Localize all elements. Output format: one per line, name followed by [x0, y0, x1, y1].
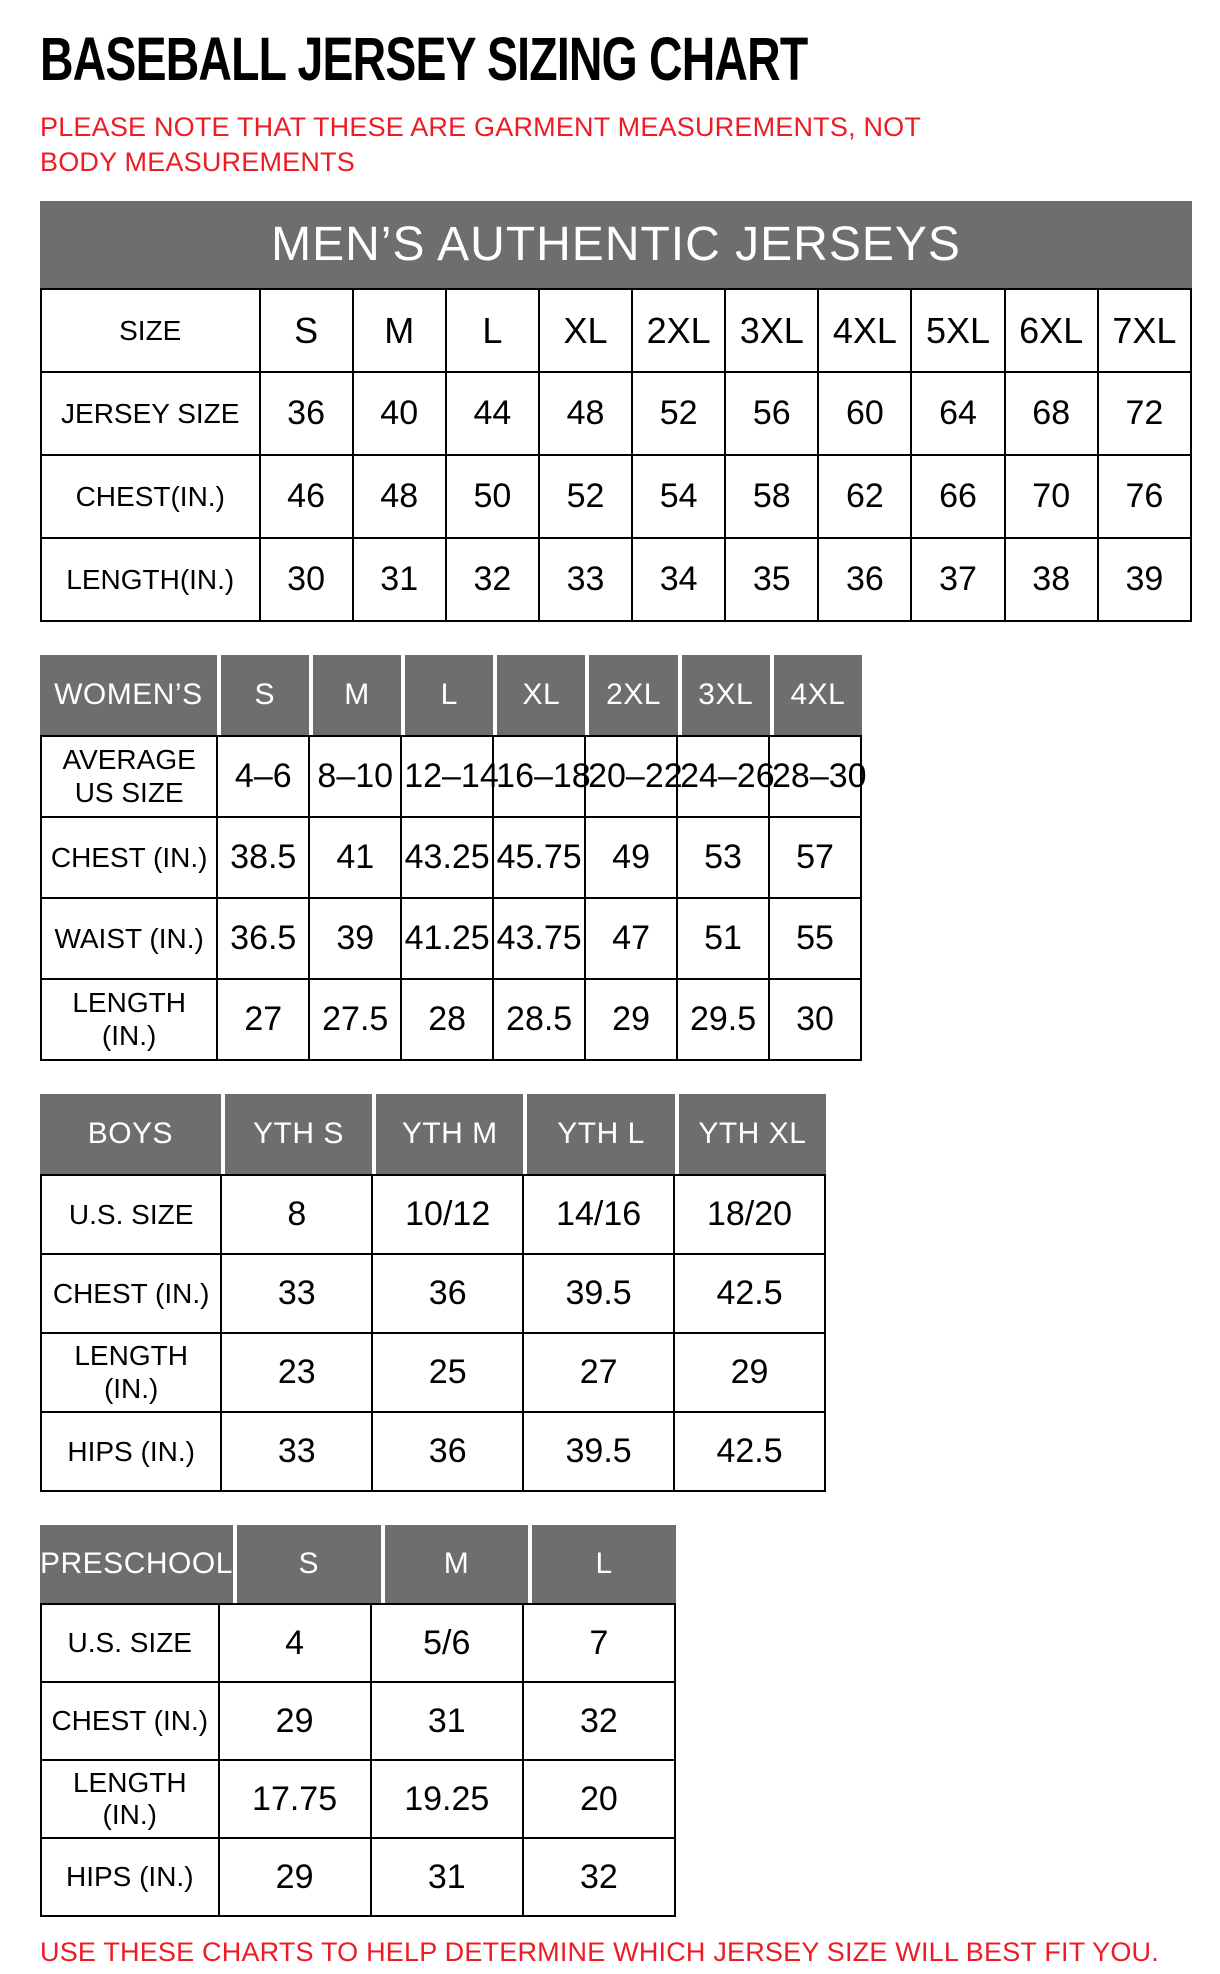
data-cell: 40 [353, 372, 446, 455]
data-cell: 39.5 [523, 1412, 674, 1491]
table-row [41, 538, 1191, 621]
data-cell: 31 [371, 1838, 523, 1916]
row-label-cell: LENGTH (IN.) [41, 979, 217, 1060]
data-cell: 32 [446, 538, 539, 621]
table-row [41, 1760, 675, 1838]
page-title [40, 26, 1220, 92]
header-cell: 2XL [585, 655, 677, 735]
data-cell: 52 [539, 455, 632, 538]
data-cell: 72 [1098, 372, 1191, 455]
row-label-cell: LENGTH(IN.) [41, 538, 260, 621]
data-cell: 54 [632, 455, 725, 538]
data-cell: 52 [632, 372, 725, 455]
data-cell: 12–14 [401, 736, 493, 817]
table-body [40, 288, 1192, 622]
data-cell: 4 [219, 1604, 371, 1682]
data-cell: S [260, 289, 353, 372]
data-cell: 49 [585, 817, 677, 898]
data-cell: 6XL [1005, 289, 1098, 372]
data-cell: 43.75 [493, 898, 585, 979]
data-cell: 62 [818, 455, 911, 538]
row-label-cell: JERSEY SIZE [41, 372, 260, 455]
table-title: MEN’S AUTHENTIC JERSEYS [40, 201, 1192, 288]
data-cell: 27 [523, 1333, 674, 1412]
data-cell: 76 [1098, 455, 1191, 538]
table-row [41, 289, 1191, 372]
table-body [40, 735, 867, 1061]
boys-table [40, 1094, 826, 1492]
table-row [41, 898, 861, 979]
row-label-cell: AVERAGE US SIZE [41, 736, 217, 817]
data-cell: 20–22 [585, 736, 677, 817]
data-cell: 27 [217, 979, 309, 1060]
data-cell: 28–30 [769, 736, 861, 817]
page-title-text: BASEBALL JERSEY SIZING CHART [40, 25, 808, 94]
data-cell: 37 [911, 538, 1004, 621]
table-body [40, 1603, 676, 1917]
data-cell: 30 [260, 538, 353, 621]
table-row [41, 1412, 825, 1491]
data-cell: 8 [221, 1175, 372, 1254]
data-cell: 31 [353, 538, 446, 621]
data-cell: 44 [446, 372, 539, 455]
table-row [41, 1682, 675, 1760]
data-cell: 25 [372, 1333, 523, 1412]
header-cell: XL [493, 655, 585, 735]
data-cell: 8–10 [309, 736, 401, 817]
data-cell: 41 [309, 817, 401, 898]
header-cell: 3XL [678, 655, 770, 735]
data-cell: 50 [446, 455, 539, 538]
data-cell: 46 [260, 455, 353, 538]
data-cell: 34 [632, 538, 725, 621]
data-cell: 39 [1098, 538, 1191, 621]
data-cell: 51 [677, 898, 769, 979]
data-cell: 36 [372, 1412, 523, 1491]
header-label-cell: PRESCHOOL [40, 1525, 233, 1603]
table-row [41, 1175, 825, 1254]
data-cell: 33 [221, 1254, 372, 1333]
data-cell: 30 [769, 979, 861, 1060]
table-row [41, 1254, 825, 1333]
data-cell: 33 [221, 1412, 372, 1491]
row-label-cell: HIPS (IN.) [41, 1412, 221, 1491]
data-cell: 47 [585, 898, 677, 979]
header-cell: S [217, 655, 309, 735]
data-cell: 20 [523, 1760, 675, 1838]
header-cell: M [309, 655, 401, 735]
data-cell: 36 [818, 538, 911, 621]
header-label-cell: WOMEN’S [40, 655, 217, 735]
data-cell: 36 [260, 372, 353, 455]
data-cell: 38 [1005, 538, 1098, 621]
table-header-row [40, 1094, 826, 1174]
data-cell: 29 [674, 1333, 825, 1412]
preschool-table [40, 1525, 676, 1917]
mens-authentic-jerseys-table [40, 201, 1192, 622]
garment-measurement-note: PLEASE NOTE THAT THESE ARE GARMENT MEASUREMENTS, NOT BODY MEASUREMENTS [40, 112, 921, 177]
data-cell: 53 [677, 817, 769, 898]
data-cell: L [446, 289, 539, 372]
row-label-cell: LENGTH (IN.) [41, 1760, 219, 1838]
row-label-cell: U.S. SIZE [41, 1175, 221, 1254]
data-cell: 27.5 [309, 979, 401, 1060]
data-cell: 29 [585, 979, 677, 1060]
data-cell: 70 [1005, 455, 1098, 538]
row-label-cell: U.S. SIZE [41, 1604, 219, 1682]
row-label-cell: CHEST (IN.) [41, 1254, 221, 1333]
data-cell: 57 [769, 817, 861, 898]
data-cell: 7XL [1098, 289, 1191, 372]
row-label-cell: CHEST (IN.) [41, 1682, 219, 1760]
data-cell: 23 [221, 1333, 372, 1412]
table-row [41, 1604, 675, 1682]
table-body [40, 1174, 826, 1492]
data-cell: 29 [219, 1682, 371, 1760]
data-cell: 36.5 [217, 898, 309, 979]
data-cell: 7 [523, 1604, 675, 1682]
data-cell: 35 [725, 538, 818, 621]
row-label-cell: LENGTH (IN.) [41, 1333, 221, 1412]
data-cell: 32 [523, 1838, 675, 1916]
data-cell: 24–26 [677, 736, 769, 817]
data-cell: 42.5 [674, 1254, 825, 1333]
data-cell: 42.5 [674, 1412, 825, 1491]
data-cell: 60 [818, 372, 911, 455]
data-cell: 31 [371, 1682, 523, 1760]
data-cell: 2XL [632, 289, 725, 372]
womens-table [40, 655, 867, 1061]
row-label-cell: HIPS (IN.) [41, 1838, 219, 1916]
data-cell: 58 [725, 455, 818, 538]
data-cell: 48 [539, 372, 632, 455]
header-cell: M [381, 1525, 529, 1603]
data-cell: 43.25 [401, 817, 493, 898]
data-cell: 28 [401, 979, 493, 1060]
data-cell: 14/16 [523, 1175, 674, 1254]
data-cell: 28.5 [493, 979, 585, 1060]
header-cell: YTH M [372, 1094, 523, 1174]
data-cell: XL [539, 289, 632, 372]
table-row [41, 372, 1191, 455]
row-label-cell: WAIST (IN.) [41, 898, 217, 979]
data-cell: 5/6 [371, 1604, 523, 1682]
table-row [41, 817, 861, 898]
header-cell: YTH L [523, 1094, 674, 1174]
data-cell: 5XL [911, 289, 1004, 372]
data-cell: 32 [523, 1682, 675, 1760]
table-row [41, 979, 861, 1060]
data-cell: 48 [353, 455, 446, 538]
header-cell: 4XL [770, 655, 862, 735]
data-cell: 39 [309, 898, 401, 979]
row-label-cell: CHEST (IN.) [41, 817, 217, 898]
data-cell: 55 [769, 898, 861, 979]
data-cell: 68 [1005, 372, 1098, 455]
data-cell: 29 [219, 1838, 371, 1916]
data-cell: 10/12 [372, 1175, 523, 1254]
data-cell: 64 [911, 372, 1004, 455]
table-row [41, 736, 861, 817]
data-cell: 18/20 [674, 1175, 825, 1254]
footer-text: USE THESE CHARTS TO HELP DETERMINE WHICH JERSEY SIZE WILL BEST FIT YOU. [40, 1937, 1159, 1968]
data-cell: 4XL [818, 289, 911, 372]
table-header-row [40, 655, 862, 735]
data-cell: 45.75 [493, 817, 585, 898]
row-label-cell: SIZE [41, 289, 260, 372]
data-cell: 3XL [725, 289, 818, 372]
data-cell: 41.25 [401, 898, 493, 979]
header-cell: YTH S [221, 1094, 372, 1174]
data-cell: 56 [725, 372, 818, 455]
data-cell: 19.25 [371, 1760, 523, 1838]
header-cell: L [401, 655, 493, 735]
header-cell: L [528, 1525, 676, 1603]
data-cell: 39.5 [523, 1254, 674, 1333]
header-label-cell: BOYS [40, 1094, 221, 1174]
data-cell: 4–6 [217, 736, 309, 817]
data-cell: 66 [911, 455, 1004, 538]
table-row [41, 1333, 825, 1412]
data-cell: 29.5 [677, 979, 769, 1060]
data-cell: 38.5 [217, 817, 309, 898]
table-row [41, 455, 1191, 538]
data-cell: 33 [539, 538, 632, 621]
data-cell: 36 [372, 1254, 523, 1333]
data-cell: 16–18 [493, 736, 585, 817]
data-cell: M [353, 289, 446, 372]
header-cell: S [233, 1525, 381, 1603]
data-cell: 17.75 [219, 1760, 371, 1838]
row-label-cell: CHEST(IN.) [41, 455, 260, 538]
table-header-row [40, 1525, 676, 1603]
table-row [41, 1838, 675, 1916]
header-cell: YTH XL [675, 1094, 826, 1174]
